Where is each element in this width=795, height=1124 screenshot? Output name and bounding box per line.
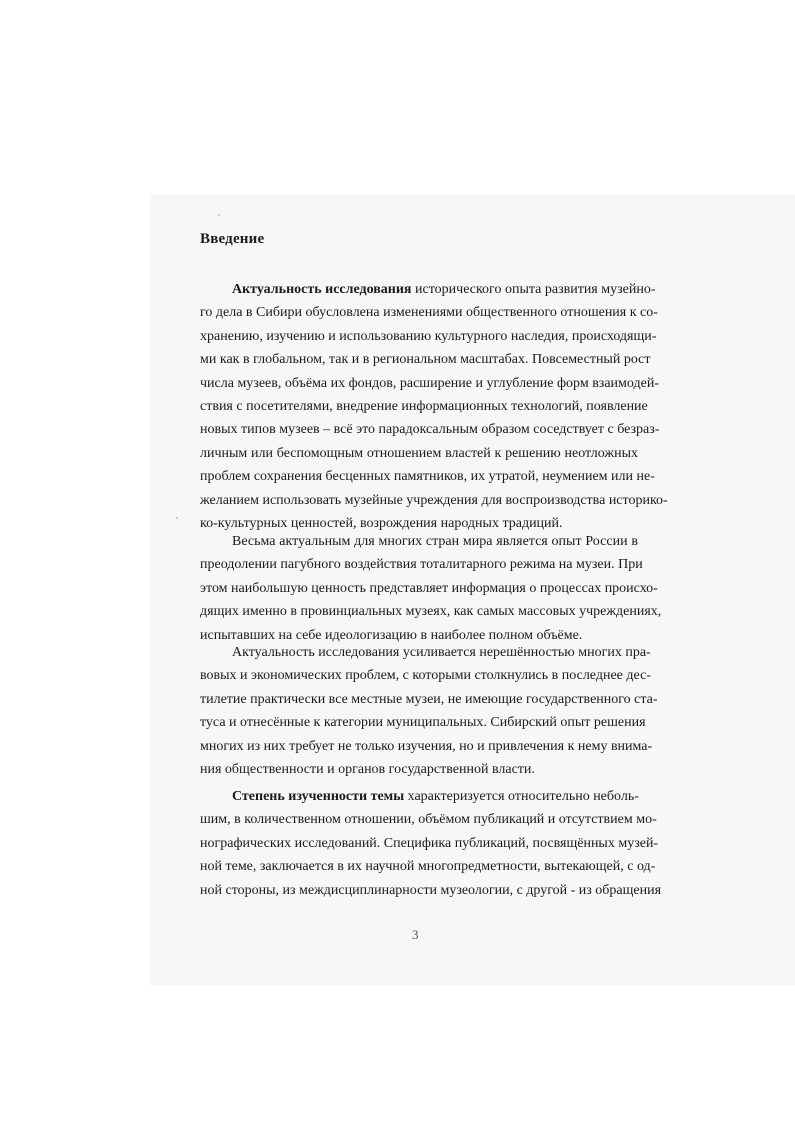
line-text: испытавших на себе идеологизацию в наиболее полном объёме. (200, 627, 583, 643)
text-line (200, 604, 662, 620)
line-text: характеризуется относительно неболь- (404, 789, 639, 804)
text-line (200, 812, 657, 828)
line-text: ствия с посетителями, внедрение информационных технологий, появление (200, 399, 648, 414)
text-line (200, 516, 638, 532)
text-line (200, 352, 651, 368)
line-text: преодолении пагубного воздействия тоталитарного режима на музеи. При (200, 557, 643, 573)
text-line (200, 628, 638, 644)
line-text: личным или беспомощным отношением властей к решению неотложных (200, 445, 638, 461)
line-text: числа музеев, объёма их фондов, расширение и углубление форм взаимодей- (200, 375, 659, 391)
text-line (200, 375, 659, 392)
page-number: 3 (412, 927, 419, 942)
text-line (200, 668, 651, 684)
scan-speck (218, 214, 220, 216)
line-text: тилетие практически все местные музеи, не имеющие государственного ста- (200, 691, 658, 707)
line-text: проблем сохранения бесценных памятников, их утратой, неумением или не- (200, 469, 655, 485)
text-line (200, 691, 658, 708)
line-text: хранению, изучению и использованию культурного наследия, происходящи- (200, 328, 657, 344)
line-text: го дела в Сибири обусловлена изменениями общественного отношения к со- (200, 305, 658, 321)
bold-phrase: Степень изученности темы (232, 789, 405, 804)
text-line (200, 446, 638, 462)
page-title: Введение (200, 231, 265, 247)
text-line (200, 399, 648, 415)
text-line (200, 422, 660, 438)
line-text: многих из них требует не только изучения, но и привлечения к нему внима- (200, 738, 653, 754)
line-text: Весьма актуальным для многих стран мира является опыт России в (232, 534, 638, 549)
scan-speck (176, 517, 178, 519)
text-line (232, 282, 656, 298)
text-line (200, 762, 638, 778)
text-line (200, 580, 658, 597)
line-text: шим, в количественном отношении, объёмом публикаций и отсутствием мо- (200, 812, 657, 828)
text-line (200, 835, 659, 852)
text-line (200, 715, 646, 731)
text-line (200, 859, 656, 875)
text-line (200, 328, 657, 345)
line-text: дящих именно в провинциальных музеях, как самых массовых учреждениях, (200, 604, 662, 620)
text-line (232, 645, 651, 661)
text-line (200, 738, 653, 755)
line-text: Актуальность исследования усиливается нерешённостью многих пра- (232, 645, 651, 660)
line-text: вовых и экономических проблем, с которыми столкнулись в последнее дес- (200, 668, 651, 684)
line-text: желанием использовать музейные учреждения для воспроизводства историко- (200, 492, 668, 508)
line-text: ной стороны, из междисциплинарности музеологии, с другой - из обращения (200, 882, 662, 898)
text-line (200, 469, 655, 485)
line-text: ния общественности и органов государственной власти. (200, 762, 535, 777)
line-text: новых типов музеев – всё это парадоксальным образом соседствует с безраз- (200, 422, 660, 438)
text-line (232, 534, 638, 550)
line-text: нографических исследований. Специфика публикаций, посвящённых музей- (200, 835, 659, 851)
text-line (232, 789, 638, 805)
text-line (200, 305, 658, 321)
line-text: исторического опыта развития музейно- (411, 282, 656, 297)
line-text: ми как в глобальном, так и в региональном масштабах. Повсеместный рост (200, 352, 651, 368)
text-line (200, 492, 668, 509)
line-text: этом наибольшую ценность представляет информация о процессах происхо- (200, 580, 658, 596)
line-text: туса и отнесённые к категории муниципальных. Сибирский опыт решения (200, 715, 646, 731)
line-text: ко-культурных ценностей, возрождения народных традиций. (200, 516, 563, 531)
text-line (200, 557, 643, 573)
text-line (200, 882, 662, 899)
bold-phrase: Актуальность исследования (232, 282, 412, 297)
line-text: ной теме, заключается в их научной многопредметности, вытекающей, с од- (200, 859, 656, 875)
